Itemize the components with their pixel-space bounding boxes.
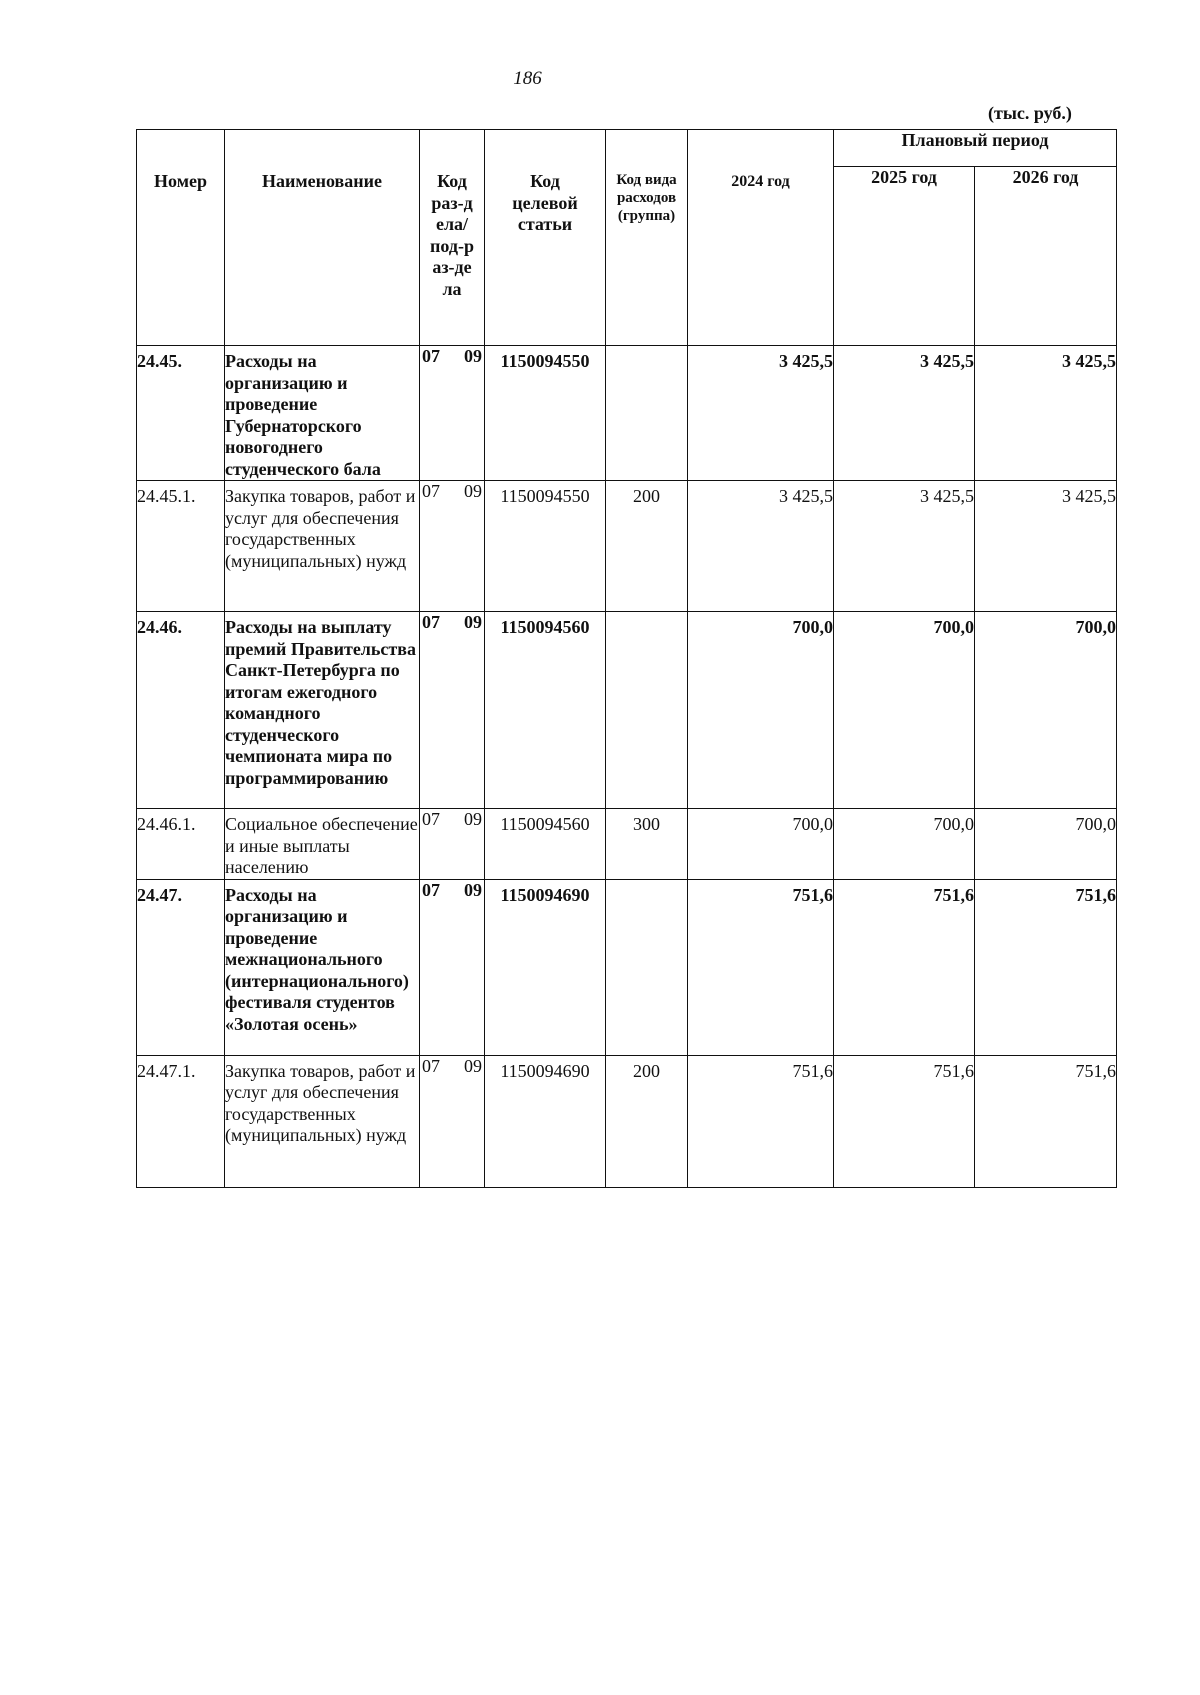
header-planned-period: Плановый период [834,130,1117,167]
row-name: Расходы на организацию и проведение межнационального (интернационального) фестиваля студентов «Золотая осень» [225,879,420,1055]
row-amount-2024: 700,0 [688,612,834,809]
row-number: 24.47. [137,879,225,1055]
row-amount-2026: 751,6 [975,879,1117,1055]
row-amount-2025: 3 425,5 [834,346,975,481]
row-expense-type: 200 [606,481,688,612]
table-row [137,346,1117,481]
row-amount-2024: 700,0 [688,809,834,880]
row-name: Социальное обеспечение и иные выплаты населению [225,809,420,880]
header-2026: 2026 год [975,167,1117,346]
row-target-code: 1150094690 [485,879,606,1055]
row-amount-2026: 3 425,5 [975,346,1117,481]
header-name: Наименование [225,130,420,346]
row-name: Закупка товаров, работ и услуг для обеспечения государственных (муниципальных) нужд [225,1055,420,1187]
row-amount-2025: 700,0 [834,612,975,809]
row-amount-2025: 3 425,5 [834,481,975,612]
row-amount-2024: 751,6 [688,879,834,1055]
row-section-code: 07 09 [420,879,485,1055]
row-amount-2026: 700,0 [975,809,1117,880]
row-name: Расходы на организацию и проведение Губернаторского новогоднего студенческого бала [225,346,420,481]
row-amount-2024: 3 425,5 [688,346,834,481]
row-number: 24.47.1. [137,1055,225,1187]
table-row [137,612,1117,809]
row-amount-2026: 700,0 [975,612,1117,809]
budget-table [136,129,1117,1188]
row-expense-type [606,346,688,481]
row-target-code: 1150094560 [485,612,606,809]
table-row [137,879,1117,1055]
header-2024: 2024 год [688,130,834,346]
row-target-code: 1150094560 [485,809,606,880]
row-name: Закупка товаров, работ и услуг для обеспечения государственных (муниципальных) нужд [225,481,420,612]
row-expense-type [606,879,688,1055]
row-expense-type: 300 [606,809,688,880]
row-amount-2026: 751,6 [975,1055,1117,1187]
row-amount-2025: 700,0 [834,809,975,880]
row-number: 24.45.1. [137,481,225,612]
row-amount-2026: 3 425,5 [975,481,1117,612]
row-name: Расходы на выплату премий Правительства Санкт-Петербурга по итогам ежегодного командного студенческого чемпионата мира по программированию [225,612,420,809]
row-number: 24.46. [137,612,225,809]
row-section-code: 07 09 [420,346,485,481]
header-section-code: Код раз-дела/ под-раз-дела [420,130,485,346]
row-target-code: 1150094550 [485,346,606,481]
row-section-code: 07 09 [420,612,485,809]
row-amount-2024: 751,6 [688,1055,834,1187]
table-row [137,481,1117,612]
row-amount-2025: 751,6 [834,879,975,1055]
row-expense-type [606,612,688,809]
row-expense-type: 200 [606,1055,688,1187]
header-number: Номер [137,130,225,346]
table-row [137,809,1117,880]
row-target-code: 1150094550 [485,481,606,612]
row-amount-2024: 3 425,5 [688,481,834,612]
row-number: 24.46.1. [137,809,225,880]
units-label: (тыс. руб.) [988,103,1072,123]
header-expense-type: Код вида расходов (группа) [606,130,688,346]
header-target-code: Код целевой статьи [485,130,606,346]
row-section-code: 07 09 [420,809,485,880]
page-number: 186 [513,68,542,89]
row-section-code: 07 09 [420,1055,485,1187]
row-number: 24.45. [137,346,225,481]
row-target-code: 1150094690 [485,1055,606,1187]
row-amount-2025: 751,6 [834,1055,975,1187]
row-section-code: 07 09 [420,481,485,612]
header-2025: 2025 год [834,167,975,346]
table-row [137,1055,1117,1187]
